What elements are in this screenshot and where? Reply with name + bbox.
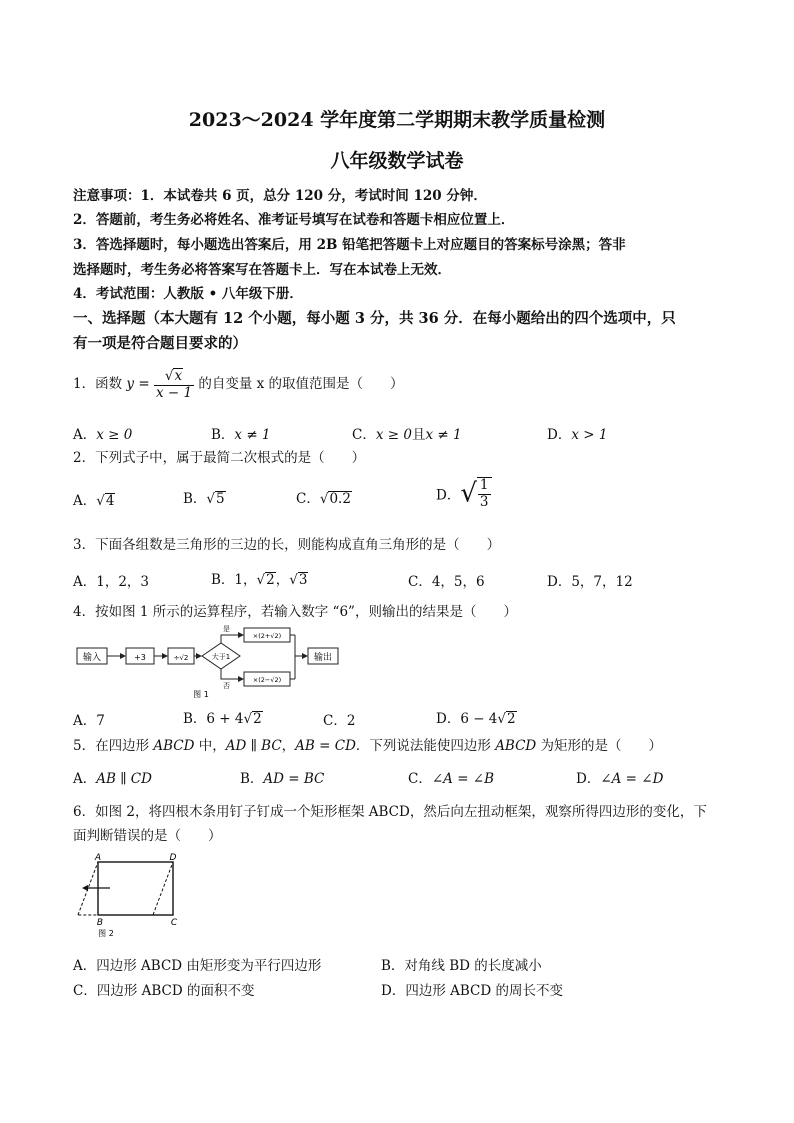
vertex-d-label: D — [169, 853, 177, 863]
notice-line-3a: 3．答选择题时，每小题选出答案后，用 2B 铅笔把答题卡上对应题目的答案标号涂黑；答非 — [73, 237, 626, 253]
q2-option-c[interactable]: C．√0.2 — [296, 491, 351, 507]
question-1-stem: 1．函数 y = $\frac{√x}{x - 1}$ 的自变量 x 的取值范围是（ ） — [73, 368, 404, 401]
figure-2-caption: 图 2 — [98, 929, 114, 938]
input-label: 输入 — [82, 653, 102, 663]
vertex-c-label: C — [170, 918, 178, 928]
q4-option-a[interactable]: A．7 — [73, 713, 105, 729]
output-label: 输出 — [313, 653, 333, 663]
question-2-stem: 2．下列式子中，属于最简二次根式的是（ ） — [73, 450, 366, 466]
section-heading-line-1: 一、选择题（本大题有 12 个小题，每小题 3 分，共 36 分．在每小题给出的四个选项中，只 — [73, 310, 676, 327]
notice-line-4: 4．考试范围：人教版 • 八年级下册． — [73, 286, 303, 302]
q4-option-b[interactable]: B．6 + 4√2 — [183, 711, 262, 727]
vertex-a-label: A — [94, 853, 102, 863]
yes-label: 是 — [223, 625, 230, 633]
q5-option-d[interactable]: D．∠A = ∠D — [576, 771, 664, 787]
figure-1-flowchart — [73, 618, 343, 700]
q2-option-d[interactable]: D．√ $\frac{1}{3}$ — [436, 477, 492, 510]
notice-line-2: 2．答题前，考生务必将姓名、准考证号填写在试卷和答题卡相应位置上． — [73, 212, 515, 228]
question-6-line-2: 面判断错误的是（ ） — [73, 828, 222, 844]
q6-option-d[interactable]: D．四边形 ABCD 的周长不变 — [381, 983, 563, 999]
q2-option-a[interactable]: A．√4 — [73, 493, 115, 509]
q1-option-c[interactable]: C．x ≥ 0且x ≠ 1 — [352, 427, 462, 443]
q3-option-b[interactable]: B．1，√2，√3 — [211, 572, 308, 588]
no-op-label: ×(2−√2) — [252, 676, 282, 684]
vertex-b-label: B — [96, 918, 104, 928]
section-heading-line-2: 有一项是符合题目要求的） — [73, 335, 247, 352]
q6-option-b[interactable]: B．对角线 BD 的长度减小 — [381, 958, 542, 974]
question-4-stem: 4．按如图 1 所示的运算程序，若输入数字 “6”，则输出的结果是（ ） — [73, 604, 517, 620]
q5-option-b[interactable]: B．AD = BC — [240, 771, 325, 787]
q3-option-c[interactable]: C．4，5，6 — [408, 574, 485, 590]
question-6-line-1: 6．如图 2，将四根木条用钉子钉成一个矩形框架 ABCD，然后向左扭动框架，观察所得四边形的变化，下 — [73, 804, 707, 820]
q4-option-d[interactable]: D．6 − 4√2 — [436, 711, 516, 727]
q1-fraction: $\frac{√x}{x - 1}$ — [155, 368, 193, 401]
notice-line-3b: 选择题时，考生务必将答案写在答题卡上．写在本试卷上无效． — [73, 262, 451, 278]
q6-option-c[interactable]: C．四边形 ABCD 的面积不变 — [73, 983, 255, 999]
figure-1-caption: 图 1 — [193, 690, 209, 699]
q1-option-d[interactable]: D．x > 1 — [547, 427, 608, 443]
q1-option-b[interactable]: B．x ≠ 1 — [211, 427, 271, 443]
no-label: 否 — [223, 682, 230, 690]
exam-subtitle: 八年级数学试卷 — [330, 150, 464, 172]
q3-option-d[interactable]: D．5，7，12 — [547, 574, 633, 590]
op-plus3-label: +3 — [134, 653, 146, 662]
op-div-label: ÷√2 — [173, 654, 189, 662]
figure-2-rectangle-frame — [70, 852, 190, 938]
notice-line-1: 注意事项：1．本试卷共 6 页，总分 120 分，考试时间 120 分钟． — [73, 188, 487, 204]
q1-option-a[interactable]: A．x ≥ 0 — [73, 427, 133, 443]
q6-option-a[interactable]: A．四边形 ABCD 由矩形变为平行四边形 — [73, 958, 322, 974]
condition-label: 大于1 — [211, 653, 231, 661]
question-3-stem: 3．下面各组数是三角形的三边的长，则能构成直角三角形的是（ ） — [73, 537, 501, 553]
yes-op-label: ×(2+√2) — [252, 632, 282, 640]
q4-option-c[interactable]: C．2 — [323, 713, 356, 729]
q3-option-a[interactable]: A．1，2，3 — [73, 574, 150, 590]
question-5-stem: 5．在四边形 ABCD 中，AD ∥ BC，AB = CD．下列说法能使四边形 ABCD 为矩形的是（ ） — [73, 738, 663, 754]
exam-title: 2023～2024 学年度第二学期期末教学质量检测 — [188, 109, 606, 131]
q5-option-c[interactable]: C．∠A = ∠B — [408, 771, 495, 787]
q5-option-a[interactable]: A．AB ∥ CD — [73, 771, 152, 787]
q2-option-b[interactable]: B．√5 — [183, 491, 225, 507]
